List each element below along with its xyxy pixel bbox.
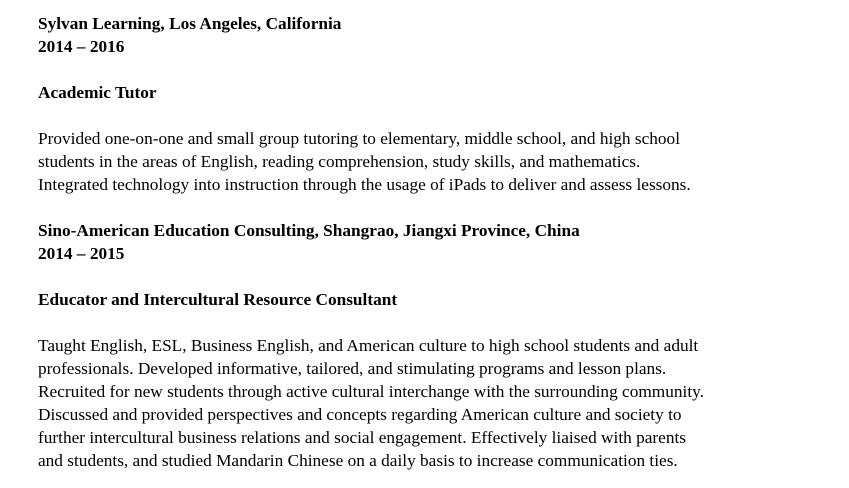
experience-entry bbox=[38, 219, 838, 472]
spacer bbox=[38, 196, 838, 219]
description-line: Integrated technology into instruction through the usage of iPads to deliver and assess lessons. bbox=[38, 175, 691, 194]
experience-entry bbox=[38, 12, 838, 196]
description-line: Provided one-on-one and small group tutoring to elementary, middle school, and high school bbox=[38, 129, 680, 148]
spacer bbox=[38, 104, 838, 127]
description-line: Discussed and provided perspectives and concepts regarding American culture and society to bbox=[38, 405, 682, 424]
description-line: Recruited for new students through active cultural interchange with the surrounding community. bbox=[38, 382, 704, 401]
spacer bbox=[38, 265, 838, 288]
job-title: Academic Tutor bbox=[38, 83, 157, 102]
description-line: Taught English, ESL, Business English, and American culture to high school students and adult bbox=[38, 336, 699, 355]
description-line: professionals. Developed informative, tailored, and stimulating programs and lesson plans. bbox=[38, 359, 667, 378]
description-line: students in the areas of English, reading comprehension, study skills, and mathematics. bbox=[38, 152, 641, 171]
employment-dates: 2014 – 2015 bbox=[38, 244, 125, 263]
description-line: and students, and studied Mandarin Chinese on a daily basis to increase communication ties. bbox=[38, 451, 678, 470]
description-line: further intercultural business relations and social engagement. Effectively liaised with parents bbox=[38, 428, 686, 447]
employment-dates: 2014 – 2016 bbox=[38, 37, 125, 56]
resume-experience-section bbox=[38, 12, 838, 472]
job-description bbox=[38, 127, 838, 196]
spacer bbox=[38, 311, 838, 334]
job-title: Educator and Intercultural Resource Consultant bbox=[38, 290, 398, 309]
spacer bbox=[38, 58, 838, 81]
organization-heading: Sino-American Education Consulting, Shangrao, Jiangxi Province, China bbox=[38, 221, 580, 240]
job-description bbox=[38, 334, 838, 472]
organization-heading: Sylvan Learning, Los Angeles, California bbox=[38, 14, 342, 33]
